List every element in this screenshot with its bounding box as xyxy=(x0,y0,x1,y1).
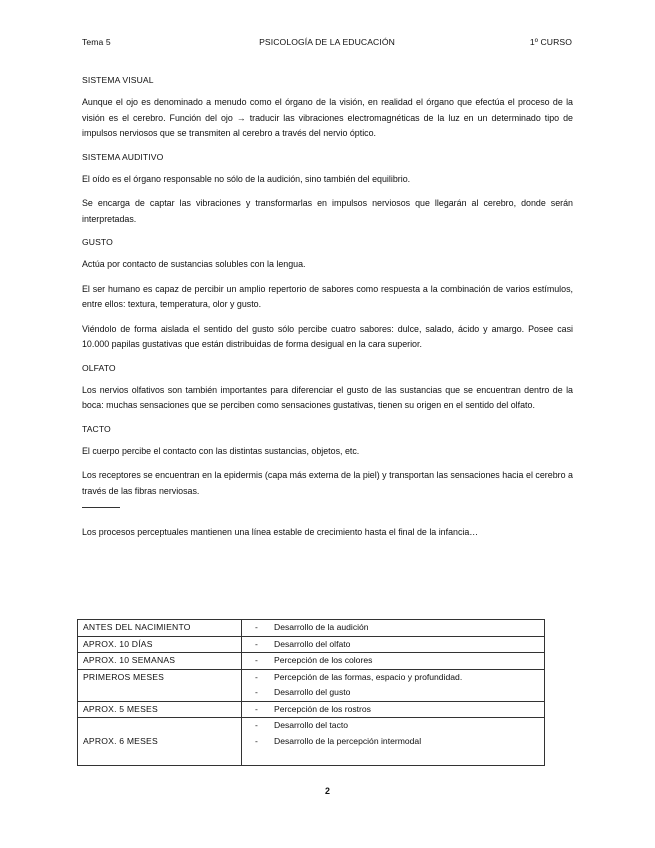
item-text: Percepción de los colores xyxy=(274,655,373,665)
table-row xyxy=(78,636,545,653)
dash-bullet: - xyxy=(255,720,258,730)
stage-cell: APROX. 10 SEMANAS xyxy=(78,653,242,670)
items-cell xyxy=(242,669,545,701)
intro-paragraph: Los procesos perceptuales mantienen una línea estable de crecimiento hasta el final de la infancia… xyxy=(82,527,479,537)
paragraph-auditivo-1: El oído es el órgano responsable no sólo de la audición, sino también del equilibrio. xyxy=(82,173,411,184)
paragraph-auditivo-2: Se encarga de captar las vibraciones y transformarlas en impulsos nerviosos que llegarán al cerebro, donde serán interpretadas. xyxy=(82,198,573,224)
list-item xyxy=(255,718,544,734)
item-text: Percepción de los rostros xyxy=(274,703,371,714)
stage-cell: ANTES DEL NACIMIENTO xyxy=(78,620,242,637)
dash-bullet: - xyxy=(255,703,258,714)
paragraph-olfato-1: Los nervios olfativos son también importantes para diferenciar el gusto de las sustancias que se encuentran dentro de la boca: muchas sensaciones que se perciben como sensaciones gustativas, tienen su origen en el sentido del olfato. xyxy=(82,384,573,410)
item-text: Percepción de las formas, espacio y profundidad. xyxy=(274,671,463,682)
paragraph-gusto-3: Viéndolo de forma aislada el sentido del gusto sólo percibe cuatro sabores: dulce, salado, ácido y amargo. Posee casi 10.000 papilas gustativas que están distribuidas de forma desigual en la cara superior. xyxy=(82,323,573,349)
item-text: Desarrollo del olfato xyxy=(274,638,351,649)
paragraph-visual-1: Aunque el ojo es denominado a menudo como el órgano de la visión, en realidad el órgano que efectúa el proceso de la visión es el cerebro. Función del ojo → traducir las vibraciones electromagnéticas de la luz en un determinado tipo de impulsos nerviosos que se transmiten al cerebro a través del nervio óptico. xyxy=(82,97,573,138)
table-row xyxy=(78,653,545,670)
list-item xyxy=(255,734,544,750)
table-row xyxy=(78,669,545,701)
dash-bullet: - xyxy=(255,735,258,746)
stage-cell: APROX. 5 MESES xyxy=(78,701,242,718)
paragraph-gusto-2: El ser humano es capaz de percibir un amplio repertorio de sabores como respuesta a la combinación de varios estímulos, entre ellos: textura, temperatura, olor y gusto. xyxy=(82,283,573,309)
header-course: 1º CURSO xyxy=(529,37,572,47)
development-table xyxy=(77,619,545,766)
list-item xyxy=(255,670,544,686)
list-item xyxy=(255,653,544,669)
section-heading-auditivo: SISTEMA AUDITIVO xyxy=(82,151,164,162)
items-cell xyxy=(242,701,545,718)
item-text: Desarrollo de la percepción intermodal xyxy=(274,735,422,746)
page-header xyxy=(82,37,572,51)
items-cell xyxy=(242,653,545,670)
section-heading-olfato: OLFATO xyxy=(82,362,116,373)
table-row xyxy=(78,620,545,637)
table-row xyxy=(78,718,545,766)
dash-bullet: - xyxy=(255,655,258,665)
section-heading-tacto: TACTO xyxy=(82,423,111,434)
paragraph-tacto-2: Los receptores se encuentran en la epidermis (capa más externa de la piel) y transportan las sensaciones hacia el cerebro a través de las fibras nerviosas. xyxy=(82,470,573,496)
dash-bullet: - xyxy=(255,622,258,632)
page-body xyxy=(82,74,573,550)
table-row xyxy=(78,701,545,718)
header-subject: PSICOLOGÍA DE LA EDUCACIÓN xyxy=(259,37,395,47)
stage-cell: PRIMEROS MESES xyxy=(78,669,242,701)
paragraph-gusto-1: Actúa por contacto de sustancias solubles con la lengua. xyxy=(82,259,306,269)
section-heading-visual: SISTEMA VISUAL xyxy=(82,75,154,85)
items-cell xyxy=(242,718,545,766)
item-text: Desarrollo del gusto xyxy=(274,687,351,697)
section-heading-gusto: GUSTO xyxy=(82,237,113,247)
dash-bullet: - xyxy=(255,687,258,697)
separator-line xyxy=(82,507,120,508)
dash-bullet: - xyxy=(255,671,258,682)
header-topic: Tema 5 xyxy=(82,37,111,47)
empty-line xyxy=(255,749,544,765)
dash-bullet: - xyxy=(255,638,258,649)
list-item xyxy=(255,685,544,701)
list-item xyxy=(255,620,544,636)
item-text: Desarrollo del tacto xyxy=(274,720,349,730)
items-cell xyxy=(242,636,545,653)
list-item xyxy=(255,637,544,653)
page-number: 2 xyxy=(325,786,330,796)
list-item xyxy=(255,702,544,718)
paragraph-tacto-1: El cuerpo percibe el contacto con las distintas sustancias, objetos, etc. xyxy=(82,445,360,456)
stage-cell: APROX. 10 DÍAS xyxy=(78,636,242,653)
items-cell xyxy=(242,620,545,637)
stage-cell: APROX. 6 MESES xyxy=(78,718,242,766)
item-text: Desarrollo de la audición xyxy=(274,622,369,632)
